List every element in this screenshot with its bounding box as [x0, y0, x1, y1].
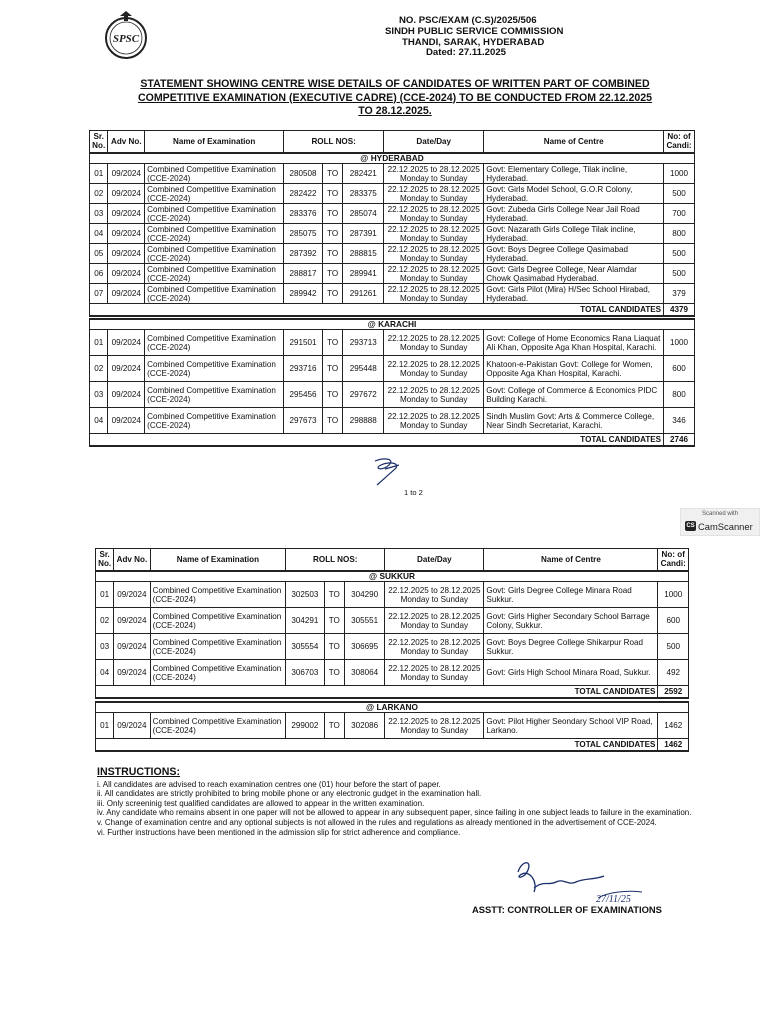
centre-cell: Govt: Girls Degree College, Near Alamdar Chowk Qasimabad Hyderabad. — [484, 264, 664, 284]
section-title-row — [96, 571, 689, 582]
instructions-list — [97, 780, 692, 838]
sr-cell: 01 — [90, 330, 108, 356]
adv-cell: 09/2024 — [108, 284, 145, 304]
roll-to-cell: TO — [322, 284, 342, 304]
roll-to-cell: TO — [324, 608, 344, 634]
candidates-cell: 500 — [664, 264, 695, 284]
sr-cell: 02 — [90, 356, 108, 382]
table-row — [90, 204, 695, 224]
roll-to-cell: TO — [324, 660, 344, 686]
roll-from-cell: 282422 — [284, 184, 323, 204]
centre-cell: Govt: Elementary College, Tilak incline, Hyderabad. — [484, 164, 664, 184]
day-range: Monday to Sunday — [399, 368, 468, 378]
exam-cell: Combined Competitive Examination (CCE-2024) — [145, 184, 284, 204]
candidates-cell: 500 — [658, 634, 689, 660]
candidates-cell: 800 — [664, 382, 695, 408]
table-row — [90, 264, 695, 284]
roll-end-cell: 282421 — [343, 164, 384, 184]
signature-date: 27/11/25 — [596, 894, 631, 905]
adv-cell: 09/2024 — [108, 356, 145, 382]
roll-from-cell: 304291 — [286, 608, 324, 634]
section-title-row — [90, 319, 695, 330]
date-cell — [384, 244, 484, 264]
roll-to-cell: TO — [324, 713, 344, 739]
date-cell — [385, 634, 484, 660]
roll-to-cell: TO — [322, 224, 342, 244]
sr-cell: 02 — [96, 608, 114, 634]
sr-cell: 01 — [96, 713, 114, 739]
centre-cell: Govt: Boys Degree College Qasimabad Hyderabad. — [484, 244, 664, 264]
roll-to-cell: TO — [322, 184, 342, 204]
sr-cell: 01 — [90, 164, 108, 184]
centre-cell: Govt: Nazarath Girls College Tilak incline, Hyderabad. — [484, 224, 664, 244]
instruction-item: ii. All candidates are strictly prohibited to bring mobile phone or any electronic gudget in the examination hall. — [97, 789, 482, 799]
date-range: 22.12.2025 to 28.12.2025 — [388, 611, 481, 621]
date-range: 22.12.2025 to 28.12.2025 — [387, 224, 480, 234]
roll-from-cell: 293716 — [284, 356, 323, 382]
candidates-cell: 1000 — [664, 330, 695, 356]
centre-cell: Govt: Girls Pilot (Mira) H/Sec School Hirabad, Hyderabad. — [484, 284, 664, 304]
date-range: 22.12.2025 to 28.12.2025 — [388, 716, 481, 726]
total-value: 2746 — [664, 434, 695, 446]
reference-number: NO. PSC/EXAM (C.S)/2025/506 — [399, 15, 537, 26]
day-range: Monday to Sunday — [399, 293, 468, 303]
exam-cell: Combined Competitive Examination (CCE-2024) — [150, 634, 286, 660]
centre-cell: Govt: Girls Degree College Minara Road Sukkur. — [484, 582, 658, 608]
roll-to-cell: TO — [322, 356, 342, 382]
col-roll: ROLL NOS: — [286, 549, 385, 571]
col-roll: ROLL NOS: — [284, 131, 384, 153]
total-label: TOTAL CANDIDATES — [96, 739, 658, 751]
total-row — [96, 686, 689, 698]
roll-from-cell: 306703 — [286, 660, 324, 686]
roll-end-cell: 285074 — [343, 204, 384, 224]
table-row — [90, 224, 695, 244]
col-adv: Adv No. — [108, 131, 145, 153]
adv-cell: 09/2024 — [108, 264, 145, 284]
centre-cell: Khatoon-e-Pakistan Govt: College for Women, Opposite Aga Khan Hospital, Karachi. — [484, 356, 664, 382]
adv-cell: 09/2024 — [108, 408, 145, 434]
centre-cell: Govt: Boys Degree College Shikarpur Road Sukkur. — [484, 634, 658, 660]
date-range: 22.12.2025 to 28.12.2025 — [388, 585, 481, 595]
day-range: Monday to Sunday — [399, 233, 468, 243]
centre-cell: Govt: Girls Model School, G.O.R Colony, Hyderabad. — [484, 184, 664, 204]
adv-cell: 09/2024 — [114, 713, 150, 739]
instructions-title: INSTRUCTIONS: — [97, 766, 180, 778]
exam-cell: Combined Competitive Examination (CCE-2024) — [145, 330, 284, 356]
day-range: Monday to Sunday — [399, 193, 468, 203]
exam-cell: Combined Competitive Examination (CCE-2024) — [145, 382, 284, 408]
section-title: @ KARACHI — [90, 319, 695, 330]
col-date: Date/Day — [384, 131, 484, 153]
initials-signature — [355, 455, 415, 491]
adv-cell: 09/2024 — [108, 382, 145, 408]
section-title-row — [96, 702, 689, 713]
roll-to-cell: TO — [322, 164, 342, 184]
date-range: 22.12.2025 to 28.12.2025 — [387, 204, 480, 214]
signatory-title: ASSTT: CONTROLLER OF EXAMINATIONS — [472, 904, 662, 915]
candidates-cell: 700 — [664, 204, 695, 224]
document-date: Dated: 27.11.2025 — [426, 47, 507, 59]
table-row — [90, 244, 695, 264]
date-range: 22.12.2025 to 28.12.2025 — [388, 663, 481, 673]
spsc-logo — [100, 10, 152, 62]
roll-end-cell: 288815 — [343, 244, 384, 264]
sr-cell: 04 — [96, 660, 114, 686]
table-row — [96, 660, 689, 686]
col-exam: Name of Examination — [150, 549, 286, 571]
total-value: 2592 — [658, 686, 689, 698]
table-row — [96, 713, 689, 739]
roll-from-cell: 299002 — [286, 713, 324, 739]
day-range: Monday to Sunday — [399, 273, 468, 283]
roll-to-cell: TO — [324, 634, 344, 660]
table-row — [90, 184, 695, 204]
date-range: 22.12.2025 to 28.12.2025 — [387, 244, 480, 254]
sr-cell: 02 — [90, 184, 108, 204]
instruction-item: vi. Further instructions have been mentioned in the admission slip for strict adherence and compliance. — [97, 827, 461, 837]
roll-from-cell: 283376 — [284, 204, 323, 224]
col-exam: Name of Examination — [145, 131, 284, 153]
date-cell — [384, 284, 484, 304]
day-range: Monday to Sunday — [399, 342, 468, 352]
exam-cell: Combined Competitive Examination (CCE-2024) — [150, 608, 286, 634]
table-row — [90, 164, 695, 184]
exam-cell: Combined Competitive Examination (CCE-2024) — [145, 224, 284, 244]
adv-cell: 09/2024 — [108, 224, 145, 244]
roll-end-cell: 304290 — [344, 582, 384, 608]
day-range: Monday to Sunday — [400, 725, 469, 735]
roll-end-cell: 287391 — [343, 224, 384, 244]
col-sr: Sr. No. — [90, 131, 108, 153]
candidates-cell: 600 — [664, 356, 695, 382]
date-cell — [384, 382, 484, 408]
candidates-cell: 600 — [658, 608, 689, 634]
candidates-cell: 379 — [664, 284, 695, 304]
day-range: Monday to Sunday — [399, 420, 468, 430]
date-cell — [384, 184, 484, 204]
day-range: Monday to Sunday — [399, 394, 468, 404]
date-cell — [384, 264, 484, 284]
adv-cell: 09/2024 — [114, 634, 150, 660]
controller-signature — [508, 852, 658, 910]
day-range: Monday to Sunday — [400, 646, 469, 656]
total-value: 4379 — [664, 304, 695, 316]
date-cell — [385, 608, 484, 634]
date-range: 22.12.2025 to 28.12.2025 — [387, 264, 480, 274]
table-row — [96, 582, 689, 608]
total-label: TOTAL CANDIDATES — [96, 686, 658, 698]
table-row — [90, 408, 695, 434]
adv-cell: 09/2024 — [114, 608, 150, 634]
table-row — [96, 608, 689, 634]
table-row — [96, 634, 689, 660]
date-range: 22.12.2025 to 28.12.2025 — [387, 359, 480, 369]
roll-to-cell: TO — [322, 264, 342, 284]
camscanner-logo-icon: CS — [686, 523, 695, 529]
col-centre: Name of Centre — [484, 549, 658, 571]
candidates-cell: 492 — [658, 660, 689, 686]
instruction-item: iv. Any candidate who remains absent in one paper will not be allowed to appear in any subsequent paper, since failing in one subject leads to failure in the examination. — [97, 808, 692, 818]
candidates-cell: 1462 — [658, 713, 689, 739]
sr-cell: 03 — [96, 634, 114, 660]
adv-cell: 09/2024 — [108, 244, 145, 264]
centre-table-page1 — [89, 130, 695, 447]
date-cell — [384, 164, 484, 184]
total-row — [96, 739, 689, 751]
col-candidates: No: of Candi: — [658, 549, 689, 571]
date-cell — [385, 660, 484, 686]
roll-end-cell: 305551 — [344, 608, 384, 634]
adv-cell: 09/2024 — [114, 582, 150, 608]
date-cell — [384, 330, 484, 356]
instruction-item: i. All candidates are advised to reach examination centres one (01) hour before the start of paper. — [97, 779, 441, 789]
date-cell — [384, 224, 484, 244]
exam-cell: Combined Competitive Examination (CCE-2024) — [145, 244, 284, 264]
exam-cell: Combined Competitive Examination (CCE-2024) — [150, 660, 286, 686]
col-sr: Sr. No. — [96, 549, 114, 571]
document-header — [385, 16, 563, 59]
instructions-block — [97, 768, 692, 837]
roll-end-cell: 295448 — [343, 356, 384, 382]
sr-cell: 03 — [90, 204, 108, 224]
roll-to-cell: TO — [322, 382, 342, 408]
centre-cell: Govt: Zubeda Girls College Near Jail Road Hyderabad. — [484, 204, 664, 224]
centre-cell: Govt: Pilot Higher Seondary School VIP Road, Larkano. — [484, 713, 658, 739]
centre-cell: Govt: College of Home Economics Rana Liaquat Ali Khan, Opposite Aga Khan Hospital, Karachi. — [484, 330, 664, 356]
roll-end-cell: 293713 — [343, 330, 384, 356]
sr-cell: 07 — [90, 284, 108, 304]
date-cell — [384, 204, 484, 224]
organization-address: THANDI, SARAK, HYDERABAD — [402, 36, 545, 48]
roll-end-cell: 283375 — [343, 184, 384, 204]
roll-from-cell: 285075 — [284, 224, 323, 244]
statement-heading: STATEMENT SHOWING CENTRE WISE DETAILS OF CANDIDATES OF WRITTEN PART OF COMBINED COMPETITIVE EXAMINATION (EXECUTIVE CADRE) (CCE-2024) TO BE CONDUCTED FROM 22.12.2025 TO 28.12.2025. — [137, 78, 653, 117]
roll-from-cell: 295456 — [284, 382, 323, 408]
candidates-cell: 1000 — [664, 164, 695, 184]
exam-cell: Combined Competitive Examination (CCE-2024) — [145, 284, 284, 304]
sr-cell: 01 — [96, 582, 114, 608]
roll-end-cell: 302086 — [344, 713, 384, 739]
roll-end-cell: 298888 — [343, 408, 384, 434]
adv-cell: 09/2024 — [108, 330, 145, 356]
roll-to-cell: TO — [322, 204, 342, 224]
col-adv: Adv No. — [114, 549, 150, 571]
exam-cell: Combined Competitive Examination (CCE-2024) — [150, 713, 286, 739]
section-title-row — [90, 153, 695, 164]
roll-to-cell: TO — [322, 244, 342, 264]
roll-from-cell: 280508 — [284, 164, 323, 184]
day-range: Monday to Sunday — [400, 594, 469, 604]
page-indicator: 1 to 2 — [404, 488, 423, 497]
section-title: @ LARKANO — [96, 702, 689, 713]
roll-from-cell: 305554 — [286, 634, 324, 660]
roll-from-cell: 287392 — [284, 244, 323, 264]
date-range: 22.12.2025 to 28.12.2025 — [387, 164, 480, 174]
roll-from-cell: 289942 — [284, 284, 323, 304]
instruction-item: v. Change of examination centre and any optional subjects is not allowed in the rules and regulations as already mentioned in the advertisement of CCE-2024. — [97, 817, 657, 827]
total-label: TOTAL CANDIDATES — [90, 434, 664, 446]
date-range: 22.12.2025 to 28.12.2025 — [387, 184, 480, 194]
col-date: Date/Day — [385, 549, 484, 571]
instruction-item: iii. Only screeninig test qualified candidates are allowed to appear in the written examination. — [97, 798, 425, 808]
col-candidates: No: of Candi: — [664, 131, 695, 153]
roll-from-cell: 302503 — [286, 582, 324, 608]
roll-to-cell: TO — [324, 582, 344, 608]
date-cell — [385, 582, 484, 608]
date-cell — [384, 356, 484, 382]
exam-cell: Combined Competitive Examination (CCE-2024) — [145, 204, 284, 224]
date-range: 22.12.2025 to 28.12.2025 — [388, 637, 481, 647]
day-range: Monday to Sunday — [400, 620, 469, 630]
candidates-cell: 346 — [664, 408, 695, 434]
section-title: @ HYDERABAD — [90, 153, 695, 164]
sr-cell: 05 — [90, 244, 108, 264]
roll-to-cell: TO — [322, 330, 342, 356]
day-range: Monday to Sunday — [399, 213, 468, 223]
roll-to-cell: TO — [322, 408, 342, 434]
adv-cell: 09/2024 — [108, 184, 145, 204]
sr-cell: 04 — [90, 224, 108, 244]
total-label: TOTAL CANDIDATES — [90, 304, 664, 316]
table-row — [90, 356, 695, 382]
candidates-cell: 500 — [664, 244, 695, 264]
section-title: @ SUKKUR — [96, 571, 689, 582]
total-value: 1462 — [658, 739, 689, 751]
camscanner-watermark: Scanned with CS CamScanner — [680, 508, 760, 536]
candidates-cell: 800 — [664, 224, 695, 244]
total-row — [90, 304, 695, 316]
date-range: 22.12.2025 to 28.12.2025 — [387, 385, 480, 395]
exam-cell: Combined Competitive Examination (CCE-2024) — [150, 582, 286, 608]
roll-from-cell: 288817 — [284, 264, 323, 284]
table-row — [90, 284, 695, 304]
roll-from-cell: 297673 — [284, 408, 323, 434]
total-row — [90, 434, 695, 446]
col-centre: Name of Centre — [484, 131, 664, 153]
date-cell — [384, 408, 484, 434]
date-range: 22.12.2025 to 28.12.2025 — [387, 284, 480, 294]
roll-end-cell: 289941 — [343, 264, 384, 284]
roll-end-cell: 308064 — [344, 660, 384, 686]
sr-cell: 04 — [90, 408, 108, 434]
adv-cell: 09/2024 — [108, 164, 145, 184]
centre-cell: Govt: Girls High School Minara Road, Sukkur. — [484, 660, 658, 686]
table-row — [90, 382, 695, 408]
candidates-cell: 1000 — [658, 582, 689, 608]
day-range: Monday to Sunday — [399, 253, 468, 263]
organization-name: SINDH PUBLIC SERVICE COMMISSION — [385, 25, 564, 37]
candidates-cell: 500 — [664, 184, 695, 204]
centre-table-page2 — [95, 548, 689, 752]
date-range: 22.12.2025 to 28.12.2025 — [387, 333, 480, 343]
day-range: Monday to Sunday — [400, 672, 469, 682]
exam-cell: Combined Competitive Examination (CCE-2024) — [145, 356, 284, 382]
exam-cell: Combined Competitive Examination (CCE-2024) — [145, 264, 284, 284]
sr-cell: 06 — [90, 264, 108, 284]
roll-from-cell: 291501 — [284, 330, 323, 356]
date-cell — [385, 713, 484, 739]
day-range: Monday to Sunday — [399, 173, 468, 183]
sr-cell: 03 — [90, 382, 108, 408]
adv-cell: 09/2024 — [114, 660, 150, 686]
adv-cell: 09/2024 — [108, 204, 145, 224]
centre-cell: Sindh Muslim Govt: Arts & Commerce College, Near Sindh Secretariat, Karachi. — [484, 408, 664, 434]
svg-text:SPSC: SPSC — [112, 33, 140, 45]
table-row — [90, 330, 695, 356]
exam-cell: Combined Competitive Examination (CCE-2024) — [145, 408, 284, 434]
exam-cell: Combined Competitive Examination (CCE-2024) — [145, 164, 284, 184]
date-range: 22.12.2025 to 28.12.2025 — [387, 411, 480, 421]
roll-end-cell: 306695 — [344, 634, 384, 660]
centre-cell: Govt: Girls Higher Secondary School Barrage Colony, Sukkur. — [484, 608, 658, 634]
roll-end-cell: 297672 — [343, 382, 384, 408]
roll-end-cell: 291261 — [343, 284, 384, 304]
centre-cell: Govt: College of Commerce & Economics PIDC Building Karachi. — [484, 382, 664, 408]
